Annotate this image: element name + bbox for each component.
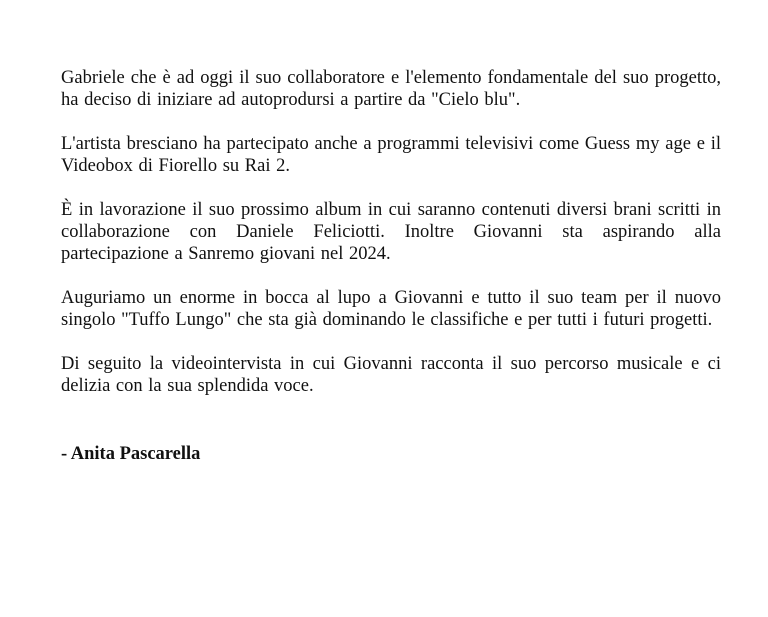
paragraph-video-interview: Di seguito la videointervista in cui Giovanni racconta il suo percorso musicale e ci delizia con la sua splendida voce. bbox=[61, 354, 721, 396]
article-body bbox=[61, 67, 721, 465]
paragraph-new-album: È in lavorazione il suo prossimo album in cui saranno contenuti diversi brani scritti in collaborazione con Daniele Feliciotti. Inoltre Giovanni sta aspirando alla partecipazione a Sanremo giovani nel 2024. bbox=[61, 200, 721, 264]
paragraph-wishes: Auguriamo un enorme in bocca al lupo a Giovanni e tutto il suo team per il nuovo singolo "Tuffo Lungo" che sta già dominando le classifiche e per tutti i futuri progetti. bbox=[61, 288, 721, 330]
paragraph-collaborator: Gabriele che è ad oggi il suo collaboratore e l'elemento fondamentale del suo progetto, ha deciso di iniziare ad autoprodursi a partire da "Cielo blu". bbox=[61, 68, 721, 110]
author-signature: - Anita Pascarella bbox=[61, 444, 201, 464]
paragraph-tv-programs: L'artista bresciano ha partecipato anche a programmi televisivi come Guess my age e il Videobox di Fiorello su Rai 2. bbox=[61, 134, 721, 176]
